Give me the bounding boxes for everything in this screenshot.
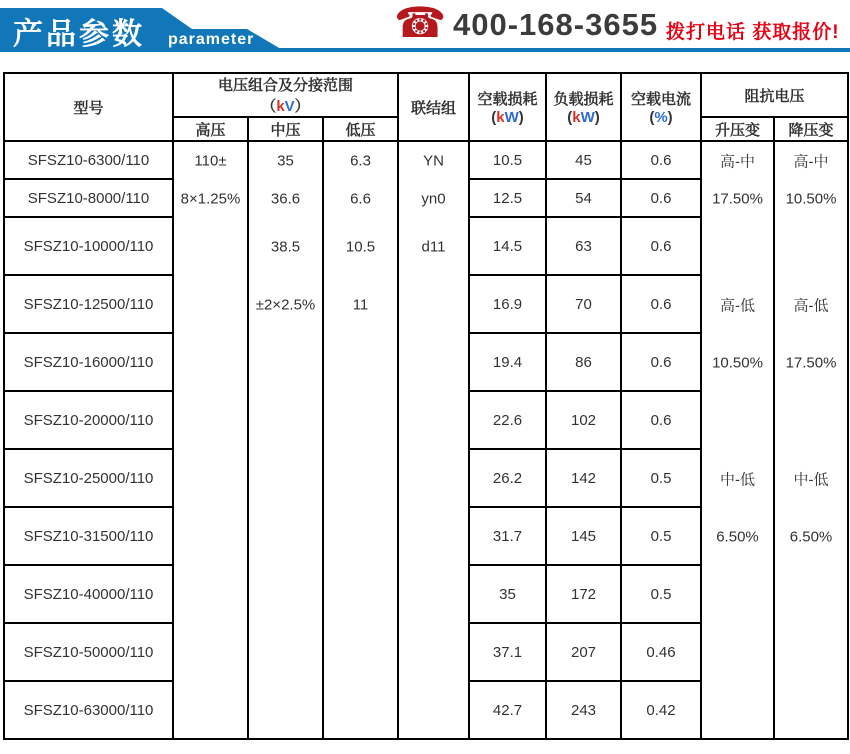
no-load-current-cell: 0.5 bbox=[621, 507, 701, 565]
hv-tap-line: 110± bbox=[194, 152, 227, 170]
no-load-current-cell: 0.6 bbox=[621, 333, 701, 391]
voltage-group-label: 电压组合及分接范围 bbox=[217, 77, 353, 94]
load-loss-cell: 207 bbox=[546, 623, 621, 681]
model-cell: SFSZ10-20000/110 bbox=[4, 391, 173, 449]
page-header bbox=[0, 0, 850, 54]
col-header-mv: 中压 bbox=[248, 117, 323, 141]
no-load-current-cell: 0.5 bbox=[621, 565, 701, 623]
section-subtitle: parameter bbox=[168, 31, 255, 48]
step-down-line: 高-中 bbox=[793, 153, 829, 171]
no-load-loss-cell: 26.2 bbox=[469, 449, 546, 507]
step-up-line: 10.50% bbox=[712, 354, 763, 372]
kw-unit: (kW) bbox=[491, 109, 524, 126]
no-load-current-cell: 0.6 bbox=[621, 141, 701, 179]
model-cell: SFSZ10-25000/110 bbox=[4, 449, 173, 507]
model-cell: SFSZ10-12500/110 bbox=[4, 275, 173, 333]
vector-line: yn0 bbox=[421, 190, 446, 208]
col-header-load-loss: 负载损耗 (kW) bbox=[546, 73, 621, 141]
mv-line: 35 bbox=[277, 152, 294, 170]
col-header-voltage-group bbox=[173, 73, 398, 117]
lv-line: 10.5 bbox=[345, 238, 376, 256]
col-header-hv: 高压 bbox=[173, 117, 248, 141]
load-loss-cell: 142 bbox=[546, 449, 621, 507]
percent-unit: (%) bbox=[649, 109, 673, 126]
model-cell: SFSZ10-40000/110 bbox=[4, 565, 173, 623]
no-load-loss-cell: 35 bbox=[469, 565, 546, 623]
hv-tap-line: 8×1.25% bbox=[180, 190, 241, 208]
step-down-line: 中-低 bbox=[793, 471, 829, 489]
step-down-merged-cell bbox=[774, 141, 848, 739]
no-load-loss-cell: 12.5 bbox=[469, 179, 546, 217]
load-loss-cell: 63 bbox=[546, 217, 621, 275]
step-up-line: 高-中 bbox=[720, 153, 755, 171]
load-loss-cell: 145 bbox=[546, 507, 621, 565]
no-load-loss-cell: 31.7 bbox=[469, 507, 546, 565]
model-cell: SFSZ10-50000/110 bbox=[4, 623, 173, 681]
section-title: 产品参数 bbox=[13, 18, 145, 51]
col-header-impedance: 阻抗电压 bbox=[701, 73, 848, 117]
phone-cta-text: 拨打电话 获取报价! bbox=[666, 22, 840, 43]
step-up-merged-cell bbox=[701, 141, 774, 739]
model-cell: SFSZ10-6300/110 bbox=[4, 141, 173, 179]
model-cell: SFSZ10-31500/110 bbox=[4, 507, 173, 565]
col-header-lv: 低压 bbox=[323, 117, 398, 141]
step-up-line: 17.50% bbox=[712, 190, 763, 208]
no-load-loss-cell: 19.4 bbox=[469, 333, 546, 391]
no-load-loss-cell: 14.5 bbox=[469, 217, 546, 275]
col-header-model: 型号 bbox=[4, 73, 173, 141]
no-load-loss-cell: 22.6 bbox=[469, 391, 546, 449]
step-up-line: 6.50% bbox=[716, 528, 759, 546]
step-up-line: 高-低 bbox=[720, 297, 755, 315]
col-header-step-down: 降压变 bbox=[774, 117, 848, 141]
no-load-loss-cell: 16.9 bbox=[469, 275, 546, 333]
mv-line: 38.5 bbox=[270, 238, 301, 256]
product-parameters-table bbox=[3, 72, 849, 740]
load-loss-cell: 86 bbox=[546, 333, 621, 391]
model-cell: SFSZ10-16000/110 bbox=[4, 333, 173, 391]
load-loss-cell: 243 bbox=[546, 681, 621, 739]
step-up-line: 中-低 bbox=[720, 471, 755, 489]
phone-number: 400-168-3655 bbox=[453, 7, 659, 42]
model-cell: SFSZ10-10000/110 bbox=[4, 217, 173, 275]
no-load-loss-cell: 37.1 bbox=[469, 623, 546, 681]
table-row bbox=[4, 141, 848, 179]
load-loss-cell: 45 bbox=[546, 141, 621, 179]
no-load-current-cell: 0.6 bbox=[621, 217, 701, 275]
no-load-loss-cell: 10.5 bbox=[469, 141, 546, 179]
no-load-current-cell: 0.6 bbox=[621, 179, 701, 217]
header-row-1 bbox=[4, 73, 848, 117]
no-load-current-cell: 0.42 bbox=[621, 681, 701, 739]
kw-unit: (kW) bbox=[567, 109, 600, 126]
step-down-line: 10.50% bbox=[785, 190, 837, 208]
col-header-no-load-loss: 空载损耗 (kW) bbox=[469, 73, 546, 141]
mv-line: 36.6 bbox=[270, 190, 301, 208]
step-down-line: 高-低 bbox=[793, 297, 829, 315]
mv-line: ±2×2.5% bbox=[255, 296, 316, 314]
vector-group-merged-cell bbox=[398, 141, 469, 739]
col-header-vector-group: 联结组 bbox=[398, 73, 469, 141]
col-header-step-up: 升压变 bbox=[701, 117, 774, 141]
load-loss-cell: 172 bbox=[546, 565, 621, 623]
load-loss-cell: 102 bbox=[546, 391, 621, 449]
telephone-icon: ☎ bbox=[394, 0, 447, 46]
lv-line: 6.3 bbox=[350, 152, 371, 170]
mv-merged-cell bbox=[248, 141, 323, 739]
model-cell: SFSZ10-8000/110 bbox=[4, 179, 173, 217]
voltage-group-unit: （kV） bbox=[261, 98, 310, 115]
model-cell: SFSZ10-63000/110 bbox=[4, 681, 173, 739]
vector-line: d11 bbox=[421, 238, 446, 256]
vector-line: YN bbox=[423, 152, 444, 170]
hv-tap-merged-cell bbox=[173, 141, 248, 739]
col-header-no-load-current: 空载电流 (%) bbox=[621, 73, 701, 141]
no-load-current-cell: 0.46 bbox=[621, 623, 701, 681]
no-load-current-cell: 0.5 bbox=[621, 449, 701, 507]
load-loss-cell: 70 bbox=[546, 275, 621, 333]
step-down-line: 6.50% bbox=[789, 528, 833, 546]
lv-line: 6.6 bbox=[350, 190, 371, 208]
step-down-line: 17.50% bbox=[785, 354, 837, 372]
lv-merged-cell bbox=[323, 141, 398, 739]
lv-line: 11 bbox=[352, 296, 369, 314]
no-load-loss-cell: 42.7 bbox=[469, 681, 546, 739]
no-load-current-cell: 0.6 bbox=[621, 391, 701, 449]
load-loss-cell: 54 bbox=[546, 179, 621, 217]
no-load-current-cell: 0.6 bbox=[621, 275, 701, 333]
